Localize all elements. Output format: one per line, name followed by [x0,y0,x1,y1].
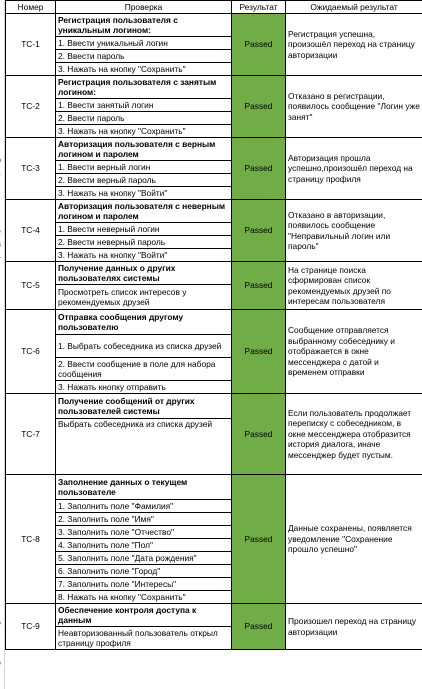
test-id-cell[interactable]: TC-2 [6,76,56,138]
step-cell[interactable]: 2. Ввести сообщение в поле для набора сообщения [56,358,232,381]
step-cell[interactable]: 1. Ввести занятый логин [56,99,232,112]
step-cell[interactable]: 2. Заполнить поле "Имя" [56,513,232,526]
step-cell[interactable]: Выбрать собеседника из списка друзей [56,419,232,475]
result-cell[interactable]: Passed [232,475,286,604]
step-cell[interactable]: 3. Заполнить поле "Отчество" [56,526,232,539]
step-cell[interactable]: 2. Ввести пароль [56,50,232,63]
row-number [0,230,1,237]
header-result[interactable]: Результат [232,1,286,14]
expected-cell[interactable]: Отказано в регистрации, появилось сообщение "Логин уже занят" [286,76,422,138]
header-id[interactable]: Номер [6,1,56,14]
step-cell[interactable]: Неавторизованный пользователь открыл страницу профиля [56,627,232,650]
test-id-cell[interactable]: TC-1 [6,14,56,76]
step-cell[interactable]: 2. Ввести верный пароль [56,174,232,187]
table-row [6,14,422,37]
result-cell[interactable]: Passed [232,138,286,200]
table-row [6,604,422,627]
row-number [0,242,1,249]
expected-cell[interactable]: На странице поиска сформирован список рекомендуемых друзей по интересам пользователя [286,262,422,310]
test-id-cell[interactable]: TC-5 [6,262,56,310]
test-id-cell[interactable]: TC-6 [6,310,56,394]
table-row [6,200,422,223]
expected-cell[interactable]: Отказано в авторизации, появилось сообщение "Неправильный логин или пароль" [286,200,422,262]
expected-cell[interactable]: Данные сохранены, появляется уведомление "Сохранение прошло успешно" [286,475,422,604]
expected-cell[interactable]: Если пользователь продолжает переписку с собеседником, в окне мессенджера отобразится история диалога, иначе мессенджер будет пустым. [286,394,422,475]
header-row [6,1,422,14]
step-cell[interactable]: 7. Заполнить поле "Интересы" [56,578,232,591]
step-cell[interactable]: 2. Ввести пароль [56,112,232,125]
test-title-cell[interactable]: Получение данных о других пользователях системы [56,262,232,285]
step-cell[interactable]: 1. Ввести неверный логин [56,223,232,236]
step-cell[interactable]: 3. Нажать на кнопку "Сохранить" [56,125,232,138]
expected-cell[interactable]: Произошел переход на страницу авторизации [286,604,422,650]
table-row [6,76,422,99]
step-cell[interactable]: 6. Заполнить поле "Город" [56,565,232,578]
test-title-cell[interactable]: Заполнение данных о текущем пользователе [56,475,232,500]
step-cell[interactable]: Просмотреть список интересов у рекомендуемых друзей [56,285,232,310]
test-id-cell[interactable]: TC-4 [6,200,56,262]
step-cell[interactable]: 5. Заполнить поле "Дата рождения" [56,552,232,565]
step-cell[interactable]: 1. Выбрать собеседника из списка друзей [56,335,232,358]
test-id-cell[interactable]: TC-7 [6,394,56,475]
step-cell[interactable]: 8. Нажать на кнопку "Сохранить" [56,591,232,604]
row-number [0,620,1,627]
step-cell[interactable]: 1. Заполнить поле "Фамилия" [56,500,232,513]
step-cell[interactable]: 1. Ввести верный логин [56,161,232,174]
row-number [0,660,1,667]
result-cell[interactable]: Passed [232,200,286,262]
table-row [6,262,422,285]
header-expected[interactable]: Ожидаемый результат [286,1,422,14]
step-cell[interactable]: 3. Нажать на кнопку "Войти" [56,249,232,262]
result-cell[interactable]: Passed [232,14,286,76]
step-cell[interactable]: 2. Ввести неверный пароль [56,236,232,249]
test-title-cell[interactable]: Отправка сообщения другому пользователю [56,310,232,335]
step-cell[interactable]: 3. Нажать на кнопку "Сохранить" [56,63,232,76]
test-title-cell[interactable]: Авторизация пользователя с неверным логином и паролем [56,200,232,223]
test-cases-table [5,0,422,650]
expected-cell[interactable]: Сообщение отправляется выбранному собеседнику и отображается в окне мессенджера с датой и временем отправки [286,310,422,394]
step-cell[interactable]: 1. Ввести уникальный логин [56,37,232,50]
result-cell[interactable]: Passed [232,76,286,138]
step-cell[interactable]: 3. Нажать кнопку отправить [56,381,232,394]
result-cell[interactable]: Passed [232,604,286,650]
test-id-cell[interactable]: TC-9 [6,604,56,650]
table-row [6,138,422,161]
test-id-cell[interactable]: TC-3 [6,138,56,200]
table-row [6,475,422,500]
test-title-cell[interactable]: Регистрация пользователя с уникальным логином: [56,14,232,37]
test-title-cell[interactable]: Регистрация пользователя с занятым логином: [56,76,232,99]
result-cell[interactable]: Passed [232,262,286,310]
row-number [0,170,1,177]
row-number [0,158,1,165]
header-check[interactable]: Проверка [56,1,232,14]
expected-cell[interactable]: Авторизация прошла успешно,произошёл переход на страницу профиля [286,138,422,200]
row-number [0,254,1,261]
result-cell[interactable]: Passed [232,394,286,475]
table-row [6,394,422,419]
expected-cell[interactable]: Регистрация успешна, произошёл переход на страницу авторизации [286,14,422,76]
test-title-cell[interactable]: Авторизация пользователя с верным логином и паролем [56,138,232,161]
test-title-cell[interactable]: Обеспечение контроля доступа к данным [56,604,232,627]
step-cell[interactable]: 4. Заполнить поле "Пол" [56,539,232,552]
step-cell[interactable]: 3. Нажать на кнопку "Войти" [56,187,232,200]
table-row [6,310,422,335]
test-id-cell[interactable]: TC-8 [6,475,56,604]
result-cell[interactable]: Passed [232,310,286,394]
test-title-cell[interactable]: Получение сообщений от других пользователей системы [56,394,232,419]
